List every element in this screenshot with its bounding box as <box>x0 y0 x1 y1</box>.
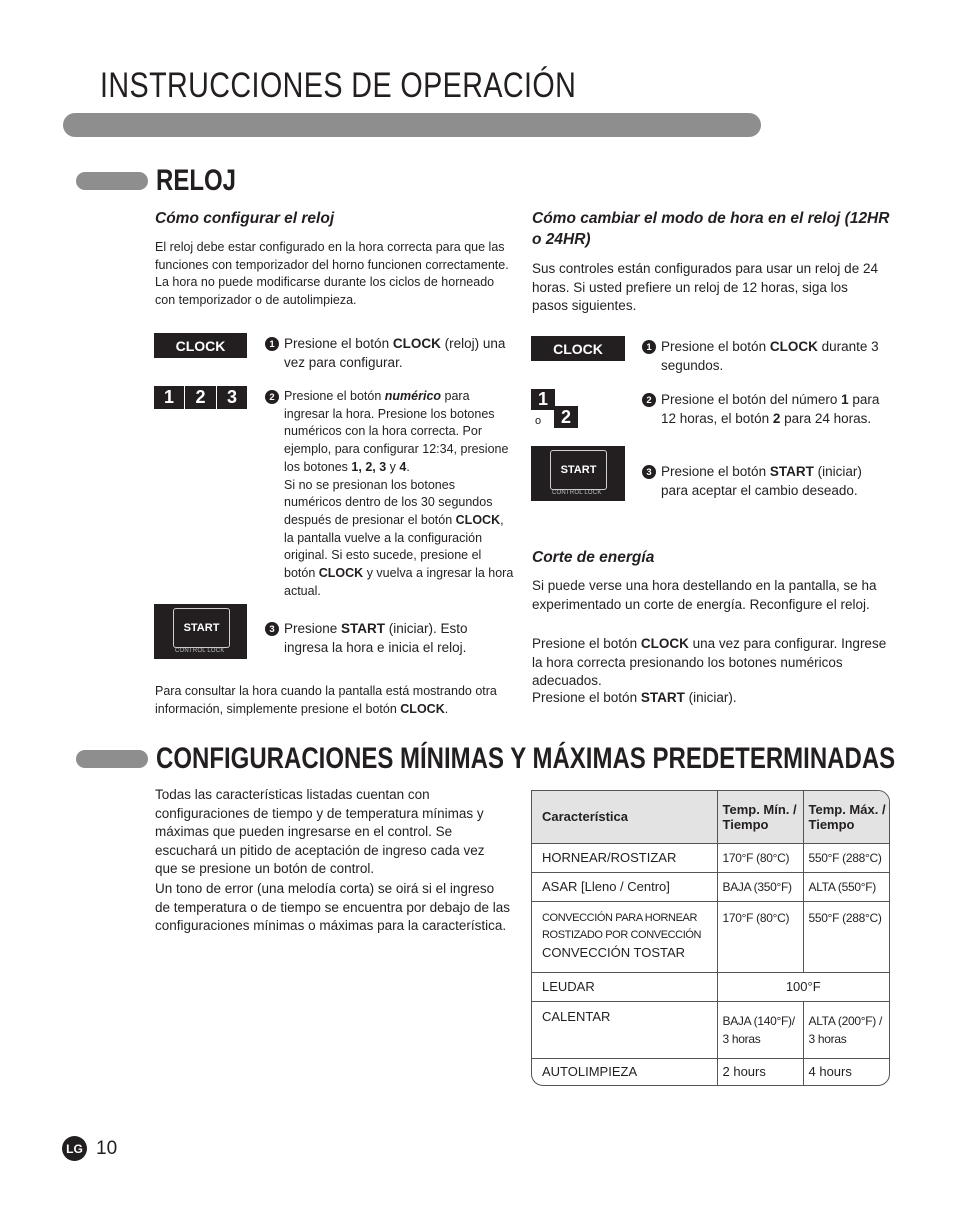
step-number: 3 <box>265 622 279 636</box>
left-heading: Cómo configurar el reloj <box>155 210 335 227</box>
table-header-row <box>532 791 889 843</box>
page-number: 10 <box>96 1138 118 1159</box>
page-title: INSTRUCCIONES DE OPERACIÓN <box>100 66 577 105</box>
table-cell: 550°F (288°C) <box>803 843 889 872</box>
left-step-2 <box>265 388 515 600</box>
table-row <box>532 972 889 1001</box>
reloj-title: RELOJ <box>156 164 237 197</box>
section-marker <box>76 750 148 768</box>
digit-key-1: 1 <box>154 386 184 409</box>
left-intro: El reloj debe estar configurado en la hora correcta para que las funciones con temporizador del horno funcionen correctamente. La hora no puede modificarse durante los ciclos de horneado con temporizador o de autolimpieza. <box>155 240 509 308</box>
table-cell: ALTA (550°F) <box>803 872 889 901</box>
start-panel-right <box>531 446 625 501</box>
power-text-2: Presione el botón CLOCK una vez para configurar. Ingrese la hora correcta presionando los botones numéricos adecuados. <box>532 636 887 688</box>
right-heading: Cómo cambiar el modo de hora en el reloj (12HR o 24HR) <box>532 210 890 248</box>
number-keys <box>154 386 247 409</box>
table-cell: 2 hours <box>717 1058 803 1085</box>
power-text-1: Si puede verse una hora destellando en la pantalla, se ha experimentado un corte de energía. Reconfigure el reloj. <box>532 578 877 612</box>
step-text: Presione START (iniciar). Esto ingresa la hora e inicia el reloj. <box>284 621 468 655</box>
lg-logo-icon: LG <box>62 1136 87 1161</box>
step-number: 3 <box>642 465 656 479</box>
configs-text-2: Un tono de error (una melodía corta) se oirá si el ingreso de temperatura o de tiempo se encuentra por debajo de las configuraciones mínimas o máximas para la característica. <box>155 881 510 933</box>
digit-key-2: 2 <box>185 386 216 409</box>
clock-button-right: CLOCK <box>531 336 625 361</box>
table-cell: CONVECCIÓN PARA HORNEAR ROSTIZADO POR CONVECCIÓN CONVECCIÓN TOSTAR <box>532 901 717 972</box>
start-panel <box>154 604 247 659</box>
digit-key-3: 3 <box>217 386 247 409</box>
table-cell: AUTOLIMPIEZA <box>532 1058 717 1085</box>
left-step-3 <box>265 620 515 657</box>
power-text-3: Presione el botón START (iniciar). <box>532 690 737 705</box>
table-row <box>532 872 889 901</box>
right-step-1 <box>642 338 892 375</box>
start-button: START <box>173 608 230 648</box>
table-header: Característica <box>532 791 717 843</box>
table-row <box>532 843 889 872</box>
step-number: 2 <box>265 390 279 404</box>
step-text: Presione el botón numérico para ingresar la hora. Presione los botones numéricos con la hora correcta. Por ejemplo, para configurar 12:34, presione los botones 1, 2, 3 y 4. Si no se presionan los botones numéricos dentro de los 30 segundos después de presionar el botón CLOCK, la pantalla vuelve a la configuración original. Si esto sucede, presione el botón CLOCK y vuelva a ingresar la hora actual. <box>284 389 514 598</box>
table-row <box>532 901 889 972</box>
step-number: 1 <box>265 337 279 351</box>
right-step-2 <box>642 391 892 428</box>
power-heading: Corte de energía <box>532 549 655 566</box>
title-bar <box>63 113 761 137</box>
table-cell: 170°F (80°C) <box>717 843 803 872</box>
table-cell: 100°F <box>717 972 889 1001</box>
step-number: 1 <box>642 340 656 354</box>
table-cell: BAJA (350°F) <box>717 872 803 901</box>
table-header: Temp. Máx. / Tiempo <box>803 791 889 843</box>
step-text: Presione el botón del número 1 para 12 horas, el botón 2 para 24 horas. <box>661 392 880 426</box>
defaults-table <box>531 790 890 1086</box>
table-cell: 170°F (80°C) <box>717 901 803 972</box>
table-row <box>532 1001 889 1058</box>
left-note: Para consultar la hora cuando la pantalla está mostrando otra información, simplemente presione el botón CLOCK. <box>155 684 497 716</box>
control-lock-label: CONTROL LOCK <box>175 648 225 654</box>
configs-title: CONFIGURACIONES MÍNIMAS Y MÁXIMAS PREDETERMINADAS <box>156 742 896 775</box>
right-step-3 <box>642 463 892 500</box>
table-cell: BAJA (140°F)/ 3 horas <box>717 1001 803 1058</box>
or-label: o <box>535 415 542 427</box>
table-cell: ALTA (200°F) / 3 horas <box>803 1001 889 1058</box>
table-cell: CALENTAR <box>532 1001 717 1058</box>
start-button: START <box>550 450 607 490</box>
digit-key-2: 2 <box>554 406 578 428</box>
section-marker <box>76 172 148 190</box>
left-step-1 <box>265 335 515 372</box>
table-row <box>532 1058 889 1085</box>
step-number: 2 <box>642 393 656 407</box>
step-text: Presione el botón CLOCK durante 3 segundos. <box>661 339 879 373</box>
table-cell: 4 hours <box>803 1058 889 1085</box>
table-cell: HORNEAR/ROSTIZAR <box>532 843 717 872</box>
configs-text-1: Todas las características listadas cuentan con configuraciones de tiempo y de temperatura mínimas y máximas que pueden ingresarse en el control. Se escuchará un pitido de aceptación de ingreso cada vez que se presione un botón de control. <box>155 787 485 876</box>
control-lock-label: CONTROL LOCK <box>552 490 602 496</box>
step-text: Presione el botón START (iniciar) para aceptar el cambio deseado. <box>661 464 862 498</box>
digit-key-1: 1 <box>531 389 555 410</box>
table-header: Temp. Mín. / Tiempo <box>717 791 803 843</box>
table-cell: 550°F (288°C) <box>803 901 889 972</box>
right-intro: Sus controles están configurados para usar un reloj de 24 horas. Si usted prefiere un reloj de 12 horas, siga los pasos siguientes. <box>532 261 878 313</box>
table-cell: ASAR [Lleno / Centro] <box>532 872 717 901</box>
table-cell: LEUDAR <box>532 972 717 1001</box>
clock-button: CLOCK <box>154 333 247 358</box>
step-text: Presione el botón CLOCK (reloj) una vez para configurar. <box>284 336 506 370</box>
